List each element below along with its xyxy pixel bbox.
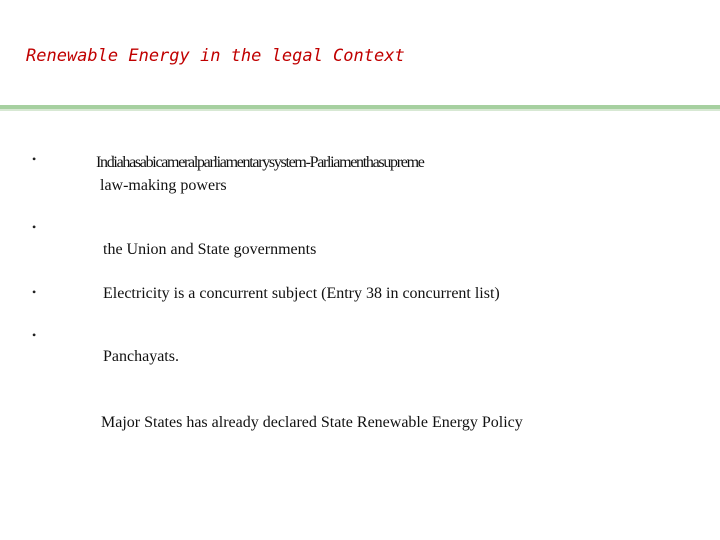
bullet-text-line: Panchayats.	[103, 348, 179, 365]
bullet-marker: •	[32, 285, 37, 299]
slide-title: Renewable Energy in the legal Context	[26, 46, 405, 66]
bullet-text-line: law-making powers	[100, 177, 227, 194]
bullet-marker: •	[32, 328, 37, 342]
title-divider-shadow	[0, 109, 720, 111]
bullet-text-line: Indiahasabicameralparliamentarysystem-Parliamenthasupreme	[96, 154, 424, 171]
bullet-text-line: Electricity is a concurrent subject (Entry 38 in concurrent list)	[103, 285, 500, 302]
bullet-marker: •	[32, 220, 37, 234]
bullet-text-line: Major States has already declared State Renewable Energy Policy	[101, 414, 523, 431]
bullet-text-line: the Union and State governments	[103, 241, 317, 258]
bullet-marker: •	[32, 152, 37, 166]
